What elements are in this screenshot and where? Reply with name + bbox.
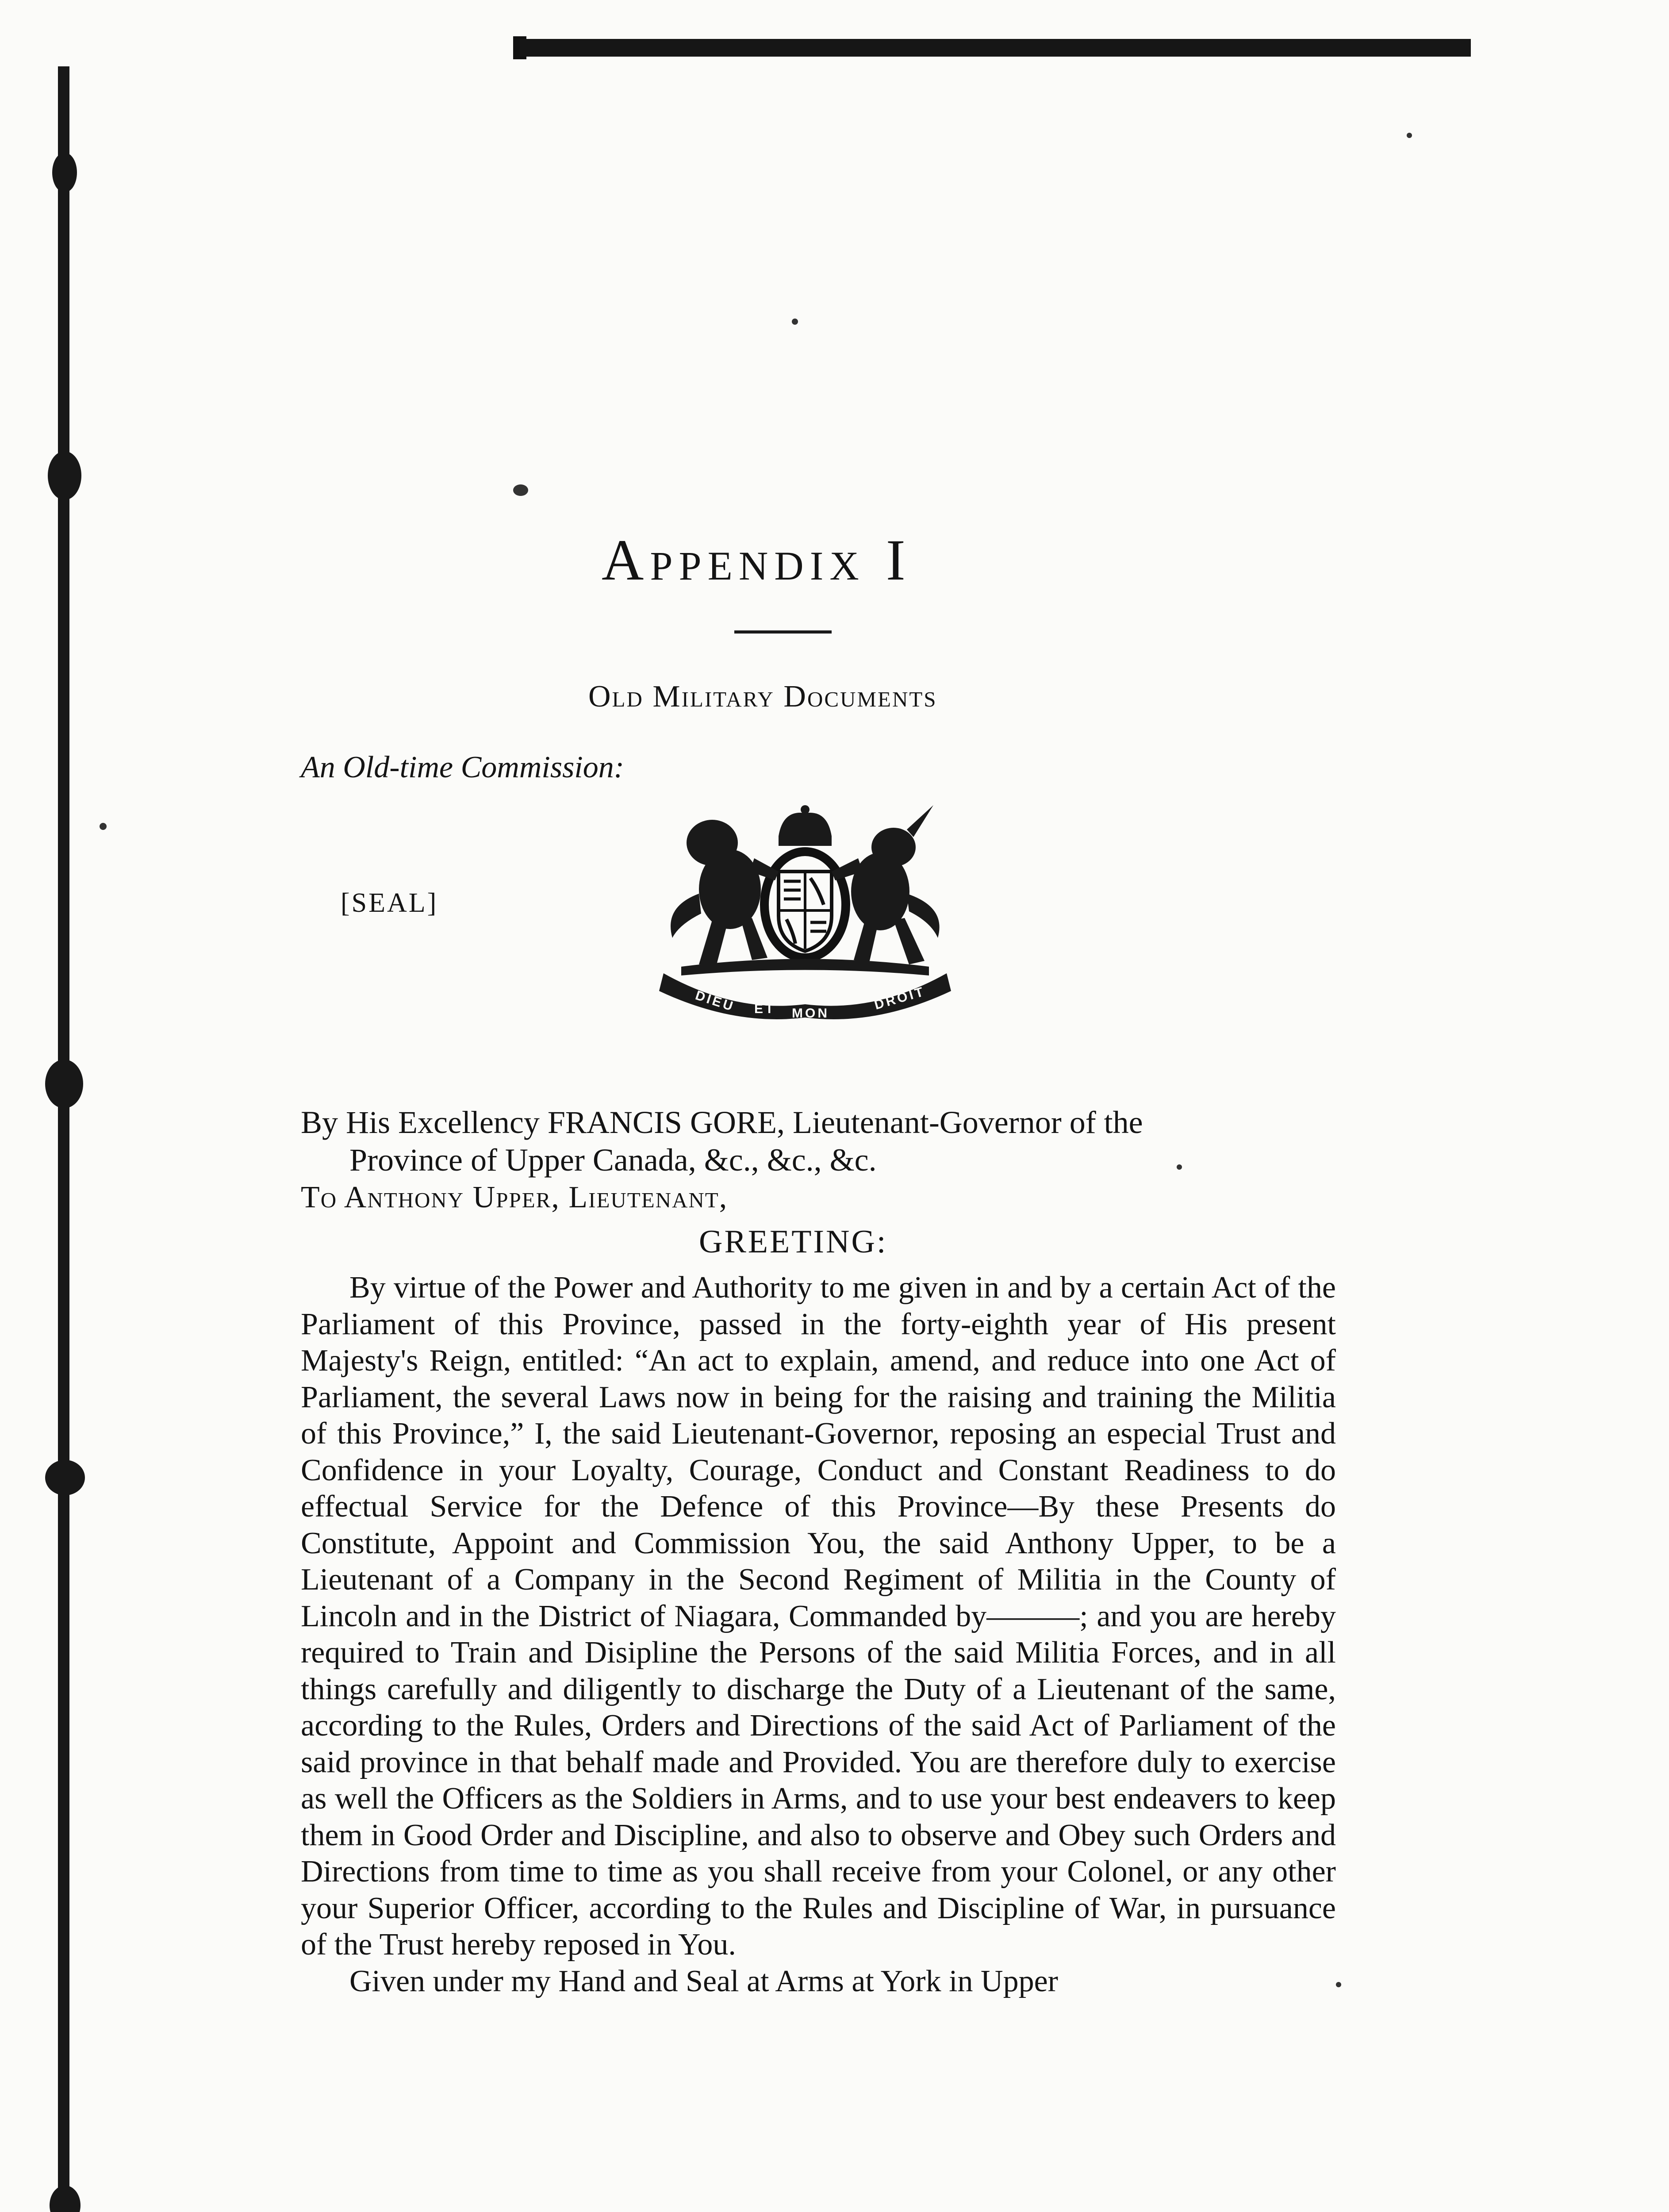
seal-label: [SEAL] xyxy=(341,888,438,918)
paper-speck xyxy=(100,823,107,830)
recipient-line: To Anthony Upper, Lieutenant, xyxy=(301,1180,728,1214)
paper-speck xyxy=(513,484,528,496)
greeting: GREETING: xyxy=(699,1224,888,1260)
body-paragraph: By virtue of the Power and Authority to me given in and by a certain Act of the Parliament of this Province, passed in the forty-eighth year of His present Majesty's Reign, entitled: “An act to explain, amend, and reduce into one Act of Parliament, the several Laws now in being for the raising and training the Militia of this Province,” I, the said Lieutenant-Governor, reposing an especial Trust and Confidence in your Loyalty, Courage, Conduct and Constant Readiness to do effectual Service for the Defence of this Province—By these Presents do Constitute, Appoint and Commission You, the said Anthony Upper, to be a Lieutenant of a Company in the Second Regiment of Militia in the County of Lincoln and in the District of Niagara, Commanded by———; and you are hereby required to Train and Disipline the Persons of the said Militia Forces, and in all things carefully and diligently to discharge the Duty of a Lieutenant of the same, according to the Rules, Orders and Directions of the said Act of Parliament of the said province in that behalf made and Provided. You are therefore duly to exercise as well the Officers as the Soldiers in Arms, and to use your best endeavers to keep them in Good Order and Discipline, and also to observe and Obey such Orders and Directions from time to time as you shall receive from your Colonel, or any other your Superior Officer, according to the Rules and Discipline of War, in pursuance of the Trust hereby reposed in You. xyxy=(301,1271,1336,1962)
binding-knot xyxy=(45,1460,85,1495)
crest-motto-word: MON xyxy=(792,1006,829,1021)
title-divider xyxy=(734,630,832,634)
binding-knot xyxy=(52,153,77,192)
page-subtitle: Old Military Documents xyxy=(588,680,937,714)
crest-motto-word: DROIT xyxy=(872,984,927,1013)
binding-knot xyxy=(45,1060,83,1108)
paper-speck xyxy=(1336,1982,1341,1987)
commission-body xyxy=(301,1270,1336,2000)
crest-motto-word: DIEU xyxy=(693,988,737,1014)
body-paragraph: Given under my Hand and Seal at Arms at York in Upper xyxy=(349,1964,1058,1998)
crest-motto-word: ET xyxy=(754,1002,776,1016)
royal-crest-icon xyxy=(646,805,964,1021)
top-rule xyxy=(520,39,1471,57)
binding-knot xyxy=(48,451,81,500)
binding-thread xyxy=(58,66,69,2212)
page-title: Appendix I xyxy=(602,527,912,592)
paper-speck xyxy=(792,319,798,325)
commission-address xyxy=(301,1104,1407,1179)
address-line: By His Excellency FRANCIS GORE, Lieutenant-Governor of the xyxy=(301,1105,1143,1140)
paper-speck xyxy=(1407,133,1412,138)
section-heading: An Old-time Commission: xyxy=(301,750,625,784)
binding-knot xyxy=(50,2185,81,2212)
address-line: Province of Upper Canada, &c., &c., &c. xyxy=(349,1142,877,1178)
